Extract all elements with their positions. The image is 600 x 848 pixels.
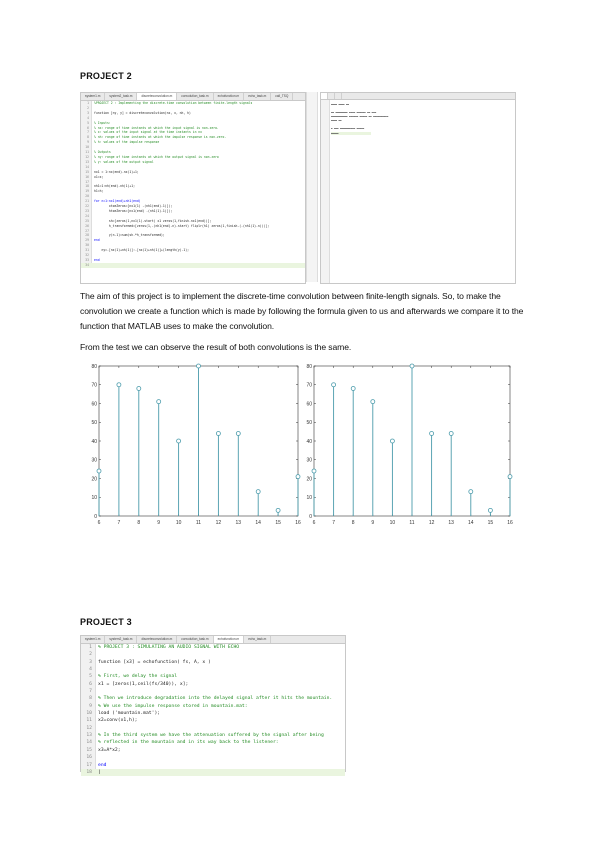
code-text: function [x3] = echofunction( fs, A, x ) [98,659,211,665]
y-tick-label: 10 [91,495,97,502]
editor-tab-bar [81,93,305,101]
x-tick-label: 11 [409,520,415,526]
stem-marker [97,469,101,473]
stem-marker [410,364,414,368]
code-text: x1 = [zeros(1,ceil(fs/340)), x]; [98,681,189,687]
x-tick-label: 15 [275,520,281,526]
editor-tab[interactable]: echo_task.m [244,636,271,643]
editor-tab[interactable]: convolution_task.m [177,93,213,100]
command-window [320,92,516,284]
line-number: 15 [85,169,89,174]
workspace-tab[interactable] [328,93,335,99]
x-tick-label: 13 [448,520,454,526]
console-line: ▬▬▬▬ ▬▬▬▬ ▬▬ [331,103,350,106]
stem-marker [488,508,492,512]
line-number: 17 [85,179,89,184]
line-number: 2 [89,652,92,658]
line-number: 10 [85,145,89,150]
stem-marker [508,475,512,479]
code-line[interactable] [81,747,345,754]
code-text: % First, we delay the signal [98,674,178,680]
console-line: ▬▬ ▬▬▬▬▬▬▬▬ ▬▬▬▬ ▬▬▬▬▬▬ ▬▬ ▬▬▬ [331,111,377,114]
project-3-code-editor [80,635,346,775]
line-number: 23 [85,208,89,213]
project-2-code-editor [80,92,306,284]
x-tick-label: 14 [468,520,474,526]
line-number: 34 [85,262,89,267]
code-text: y(n-1)=sum(sh.*h_transformed); [94,233,165,238]
line-number: 13 [85,159,89,164]
code-line[interactable] [81,762,345,769]
line-number: 26 [85,223,89,228]
line-number: 3 [89,659,92,665]
stem-marker [351,387,355,391]
stem-marker [296,475,300,479]
stem-marker [177,439,181,443]
line-number: 9 [89,703,92,709]
stem-marker [276,508,280,512]
y-tick-label: 80 [306,363,312,370]
line-number: 19 [85,189,89,194]
line-number: 14 [85,164,89,169]
line-number: 2 [87,105,89,110]
line-number: 13 [86,733,92,739]
code-text: h_transformed=[zeros(1,-(nh1(end)-n)-start) fliplr(h1) zeros(1,finish-(-(nh1(1)-n)))]; [94,223,270,228]
project-2-heading: PROJECT 2 [80,71,132,81]
code-line[interactable] [81,695,345,702]
line-number: 21 [85,199,89,204]
line-number: 33 [85,258,89,262]
editor-tab[interactable]: system2_task.m [105,636,137,643]
code-text: x2=conv(x1,h); [98,718,138,724]
y-tick-label: 10 [306,495,312,502]
code-text: x1=x; [94,174,104,179]
line-number: 17 [86,762,92,768]
editor-tab[interactable]: discreteconvolution.m [137,93,177,100]
editor-tab[interactable]: echo_task.m [244,93,271,100]
line-number: 14 [86,740,92,746]
editor-splitter [306,92,318,282]
code-line[interactable] [81,673,345,680]
toolbar-tab[interactable] [335,93,342,99]
code-line[interactable] [81,688,345,695]
x-tick-label: 14 [255,520,261,526]
code-line[interactable] [81,263,305,268]
code-text: % nx: range of time instants at which the input signal is non-zero. [94,125,219,130]
code-text: end [94,258,100,262]
code-text: % Inputs: [94,120,111,125]
code-text: % In the third system we have the attenuation suffered by the signal after being [98,733,324,739]
code-line[interactable] [81,710,345,717]
x-tick-label: 6 [97,520,101,526]
code-text: end [98,762,107,768]
x-tick-label: 10 [389,520,396,526]
stem-marker [469,490,473,494]
line-number: 28 [85,233,89,238]
y-tick-label: 50 [306,420,312,427]
code-text: for n=1:nx1(end)+nh1(end) [94,199,141,204]
line-number: 1 [87,101,89,105]
console-line: ▬▬▬▬ ▬▬ [331,119,342,122]
code-text: % Outputs [94,150,111,155]
line-number: 15 [86,747,92,753]
code-line[interactable] [81,725,345,732]
command-window-tab[interactable] [321,93,328,99]
code-text: % reflected in the mountain and in its way back to the listener: [98,740,279,746]
y-tick-label: 20 [91,476,97,483]
line-number: 9 [87,140,89,145]
line-number: 32 [85,253,89,258]
editor-tab[interactable]: call_TSQ [271,93,293,100]
line-number: 1 [89,645,92,650]
command-window-toolbar [321,93,515,100]
line-number: 8 [89,696,92,702]
code-line[interactable] [81,644,345,651]
line-number: 10 [86,711,92,717]
code-line[interactable] [81,769,345,776]
line-number: 11 [85,150,89,155]
line-number: 16 [86,755,92,761]
x-tick-label: 6 [312,520,316,526]
stem-marker [137,387,141,391]
line-number: 6 [89,681,92,687]
line-number: 27 [85,228,89,233]
y-tick-label: 30 [306,457,312,464]
code-line[interactable] [81,666,345,673]
code-text: % x: values of the input signal at the time instants in nx [94,130,203,135]
editor-tab[interactable]: discreteconvolution.m [137,636,177,643]
code-line[interactable] [81,651,345,658]
x-tick-label: 8 [137,520,141,526]
code-text: % Then we introduce degradation into the delayed signal after it hits the mountain. [98,696,333,702]
line-number: 22 [85,204,89,209]
line-number: 3 [87,110,89,115]
stem-marker [312,469,316,473]
line-number: 7 [87,130,89,135]
line-number: 11 [86,718,92,724]
stem-marker [390,439,394,443]
stem-marker [117,383,121,387]
line-number: 18 [86,769,92,775]
y-tick-label: 60 [306,401,312,408]
code-text: | [98,769,101,775]
stem-marker [256,490,260,494]
stem-marker [236,432,240,436]
line-number: 7 [89,689,92,695]
console-line: ▬ ▬▬▬ ▬▬▬▬▬▬▬▬▬▬ ▬▬▬▬▬ [331,127,365,130]
project-3-heading: PROJECT 3 [80,617,132,627]
y-tick-label: 70 [306,382,312,389]
code-line[interactable] [81,717,345,724]
y-tick-label: 40 [91,438,97,445]
x-tick-label: 12 [428,520,435,526]
stem-marker [332,383,336,387]
code-line[interactable] [81,754,345,761]
y-tick-label: 70 [91,382,97,389]
line-number: 24 [85,213,89,218]
x-tick-label: 10 [175,520,182,526]
y-tick-label: 0 [94,513,97,520]
convolution-stem-plot-custom [87,360,302,530]
code-text: % y: values of the output signal [94,159,154,164]
code-text: htoeZeros=[nx1(end) -(nh1(1)-1)]); [94,208,173,213]
y-tick-label: 40 [306,438,312,445]
code-text: nh1=1:nh(end)-nh(1)+1; [94,184,135,189]
x-tick-label: 12 [215,520,222,526]
code-line[interactable] [81,739,345,746]
editor-tab[interactable]: convolution_task.m [177,636,213,643]
line-number: 25 [85,218,89,223]
convolution-stem-plot-matlab [302,360,514,530]
y-tick-label: 50 [91,420,97,427]
code-area [81,101,305,268]
x-tick-label: 8 [351,520,355,526]
line-number: 6 [87,125,89,130]
y-tick-label: 0 [309,513,312,520]
editor-tab[interactable]: system2_task.m [105,93,137,100]
console-line: ▬▬▬▬▬▬▬▬▬▬▬ ▬▬▬▬▬▬ ▬▬▬▬▬ ▬▬ ▬▬▬▬▬▬▬▬▬▬ [331,115,389,118]
stem-marker [449,432,453,436]
code-text: %PROJECT 2 : Implementing the discrete-time convolution between finite-length signals [94,101,253,105]
code-text: % We use the impulse response stored in mountain.mat: [98,703,248,709]
line-number: 12 [86,725,92,731]
code-text: function [ny, y] = discreteconvolution(nx, x, nh, h) [94,110,191,115]
line-number: 16 [85,174,89,179]
y-tick-label: 60 [91,401,97,408]
x-tick-label: 11 [195,520,202,526]
line-number: 31 [85,248,89,253]
console-prompt[interactable]: ▬▬▬▬▬ [331,132,371,135]
line-number: 4 [89,667,92,673]
code-text: % h: values of the impulse response [94,140,160,145]
stem-marker [197,364,201,368]
code-text: x3=A*x2; [98,747,121,753]
y-tick-label: 80 [91,363,97,370]
paragraph-aim: The aim of this project is to implement the discrete-time convolution between finite-length signals. So, to make the convolution we create a function which is made by following the formula given to us and afterwards we compare it to the function that MATLAB uses to make the convolution. [80,291,524,331]
y-tick-label: 30 [91,457,97,464]
line-number: 12 [85,154,89,159]
code-text: h1=h; [94,189,104,194]
editor-tab[interactable]: echofunction.m [214,636,245,643]
x-tick-label: 15 [487,520,494,526]
code-line[interactable] [81,659,345,666]
line-number: 5 [87,120,89,125]
code-text: % nh: range of time instants at which the impulse response is non-zero. [94,135,227,140]
line-number: 4 [87,115,89,120]
code-text: % PROJECT 3 : SIMULATING AN AUDIO SIGNAL WITH ECHO [98,645,240,650]
line-number: 5 [89,674,92,680]
code-text: load ('mountain.mat'); [98,711,161,717]
code-line[interactable] [81,681,345,688]
stem-marker [157,400,161,404]
stem-marker [371,400,375,404]
code-text: nx1 = 1:nx(end)-nx(1)+1; [94,169,139,174]
code-text: ny=-[nx(1)+nh(1)]:-[nx(1)+nh(1)]+(length(y)-1); [94,248,189,253]
code-text: end [94,238,100,243]
stem-marker [430,432,434,436]
code-text: xtoeZeros=[nx1(1) -(nh1(end)-1)]); [94,204,173,209]
x-tick-label: 9 [157,520,161,526]
editor-tab-bar [81,636,345,644]
code-text: % ny: range of time instants at which the output signal is non-zero [94,154,219,159]
line-number: 29 [85,238,89,243]
paragraph-result: From the test we can observe the result of both convolutions is the same. [80,342,352,352]
code-line[interactable] [81,732,345,739]
command-window-gutter [321,100,330,283]
x-tick-label: 16 [295,520,301,526]
x-tick-label: 13 [235,520,242,526]
code-text: sh=[zeros(1,nx1(1)-start) x1 zeros(1,finish-nx1(end))]; [94,218,212,223]
line-number: 30 [85,243,89,248]
x-tick-label: 9 [371,520,375,526]
x-tick-label: 16 [507,520,513,526]
editor-tab[interactable]: system1.m [81,636,105,643]
line-number: 20 [85,194,89,199]
editor-tab[interactable]: system1.m [81,93,105,100]
line-number: 18 [85,184,89,189]
x-tick-label: 7 [117,520,121,526]
x-tick-label: 7 [332,520,335,526]
y-tick-label: 20 [306,476,312,483]
code-area [81,644,345,776]
line-number: 8 [87,135,89,140]
editor-tab[interactable]: echofunction.m [214,93,245,100]
stem-marker [216,432,220,436]
code-line[interactable] [81,703,345,710]
